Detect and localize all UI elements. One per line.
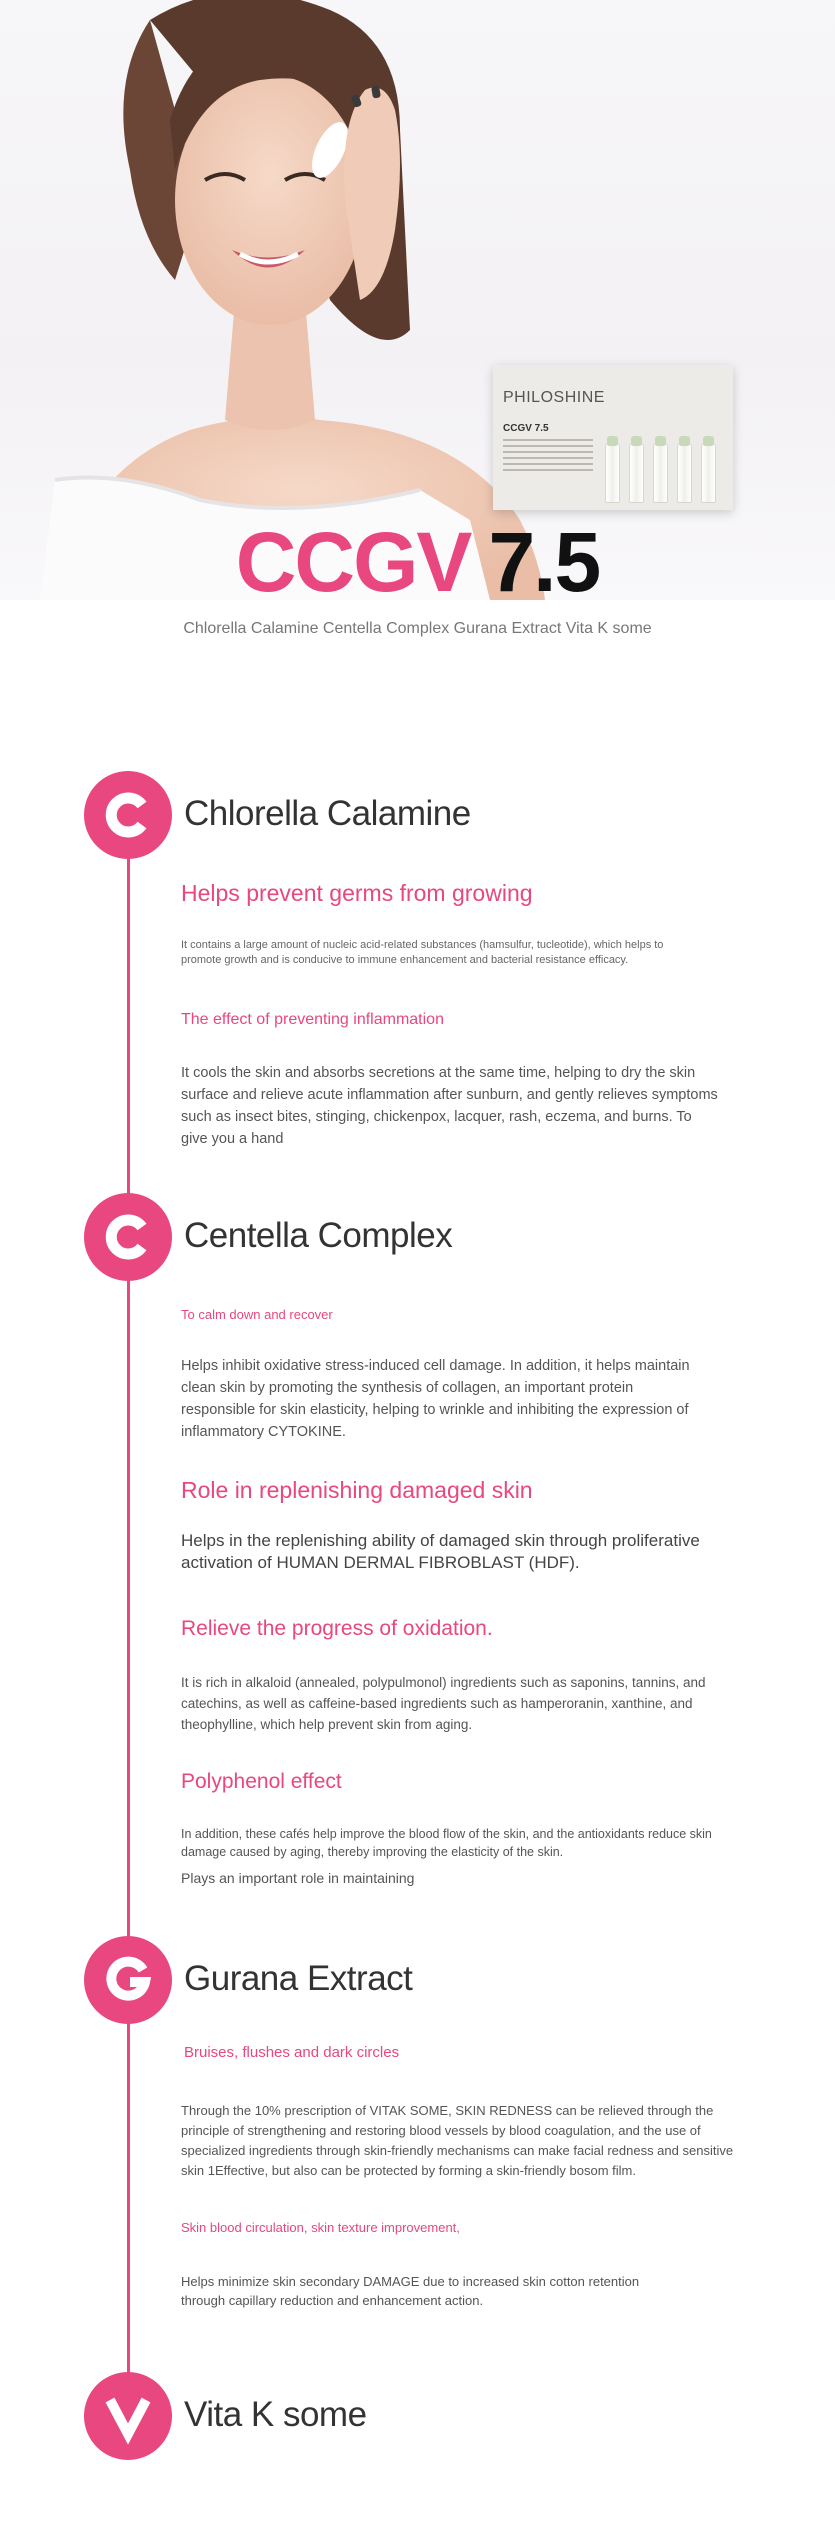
heading-oxidation: Relieve the progress of oxidation.: [181, 1617, 493, 1640]
heading-blood-circulation: Skin blood circulation, skin texture improvement,: [181, 2220, 460, 2235]
hero-title-block: [0, 515, 835, 638]
text-prevent-inflammation: It cools the skin and absorbs secretions at the same time, helping to dry the skin surface and relieve acute inflammation after sunburn, and gently relieves symptoms such as insect bites, stinging, chickenpox, lacquer, rash, eczema, and burns. To give you a hand: [181, 1065, 718, 1147]
text-prevent-germs: It contains a large amount of nucleic acid-related substances (hamsulfur, tucleotide), which helps to promote growth and is conducive to immune enhancement and bacterial resistance efficacy.: [181, 939, 664, 966]
product-title-number: 7.5: [488, 515, 600, 609]
text-replenish-skin: Helps in the replenishing ability of damaged skin through proliferative activation of HUMAN DERMAL FIBROBLAST (HDF).: [181, 1531, 700, 1572]
ampoule: [605, 443, 620, 503]
text-blood-circulation: Helps minimize skin secondary DAMAGE due to increased skin cotton retention through capillary reduction and enhancement action.: [181, 2274, 640, 2308]
timeline-line: [127, 815, 130, 2405]
section-badge-c-icon: [84, 771, 172, 859]
product-fineprint: [503, 439, 593, 475]
section-title-centella: Centella Complex: [184, 1216, 453, 1255]
product-subtitle: Chlorella Calamine Centella Complex Gurana Extract Vita K some: [183, 620, 652, 637]
section-badge-v-icon: [84, 2372, 172, 2460]
ampoule: [653, 443, 668, 503]
heading-polyphenol: Polyphenol effect: [181, 1770, 342, 1793]
heading-prevent-germs: Helps prevent germs from growing: [181, 880, 533, 906]
ampoule: [701, 443, 716, 503]
heading-calm-recover: To calm down and recover: [181, 1307, 333, 1322]
product-brand-label: PHILOSHINE: [503, 389, 605, 406]
heading-prevent-inflammation: The effect of preventing inflammation: [181, 1011, 444, 1028]
section-badge-c-icon: [84, 1193, 172, 1281]
product-title: [0, 515, 835, 609]
heading-replenish-skin: Role in replenishing damaged skin: [181, 1477, 533, 1503]
section-title-gurana: Gurana Extract: [184, 1959, 413, 1998]
ampoule: [629, 443, 644, 503]
text-bruises: Through the 10% prescription of VITAK SOME, SKIN REDNESS can be relieved through the principle of strengthening and restoring blood vessels by blood coagulation, and the use of specialized ingredients through skin-friendly mechanisms can make facial redness and sensitive skin 1Effective, but also can be protected by forming a skin-friendly bosom film.: [181, 2103, 734, 2178]
section-title-vitak: Vita K some: [184, 2395, 367, 2434]
product-model-label: CCGV 7.5: [503, 423, 549, 434]
product-title-name: CCGV: [235, 515, 471, 609]
heading-bruises: Bruises, flushes and dark circles: [184, 2044, 400, 2061]
ampoule: [677, 443, 692, 503]
text-oxidation: It is rich in alkaloid (annealed, polypulmonol) ingredients such as saponins, tannins, and catechins, as well as caffeine-based ingredients such as hamperoranin, xanthine, and theophylline, which help prevent skin from aging.: [181, 1675, 706, 1732]
text-polyphenol-extra: Plays an important role in maintaining: [181, 1870, 415, 1886]
section-title-chlorella: Chlorella Calamine: [184, 794, 471, 833]
section-badge-g-icon: [84, 1936, 172, 2024]
model-photo: [0, 0, 835, 600]
text-calm-recover: Helps inhibit oxidative stress-induced cell damage. In addition, it helps maintain clean skin by promoting the synthesis of collagen, an important protein responsible for skin elasticity, helping to wrinkle and inhibiting the expression of inflammatory CYTOKINE.: [181, 1358, 690, 1440]
text-polyphenol: In addition, these cafés help improve the blood flow of the skin, and the antioxidants reduce skin damage caused by aging, thereby improving the elasticity of the skin.: [181, 1827, 712, 1859]
hero-banner: [0, 0, 835, 600]
product-package: [493, 365, 733, 510]
